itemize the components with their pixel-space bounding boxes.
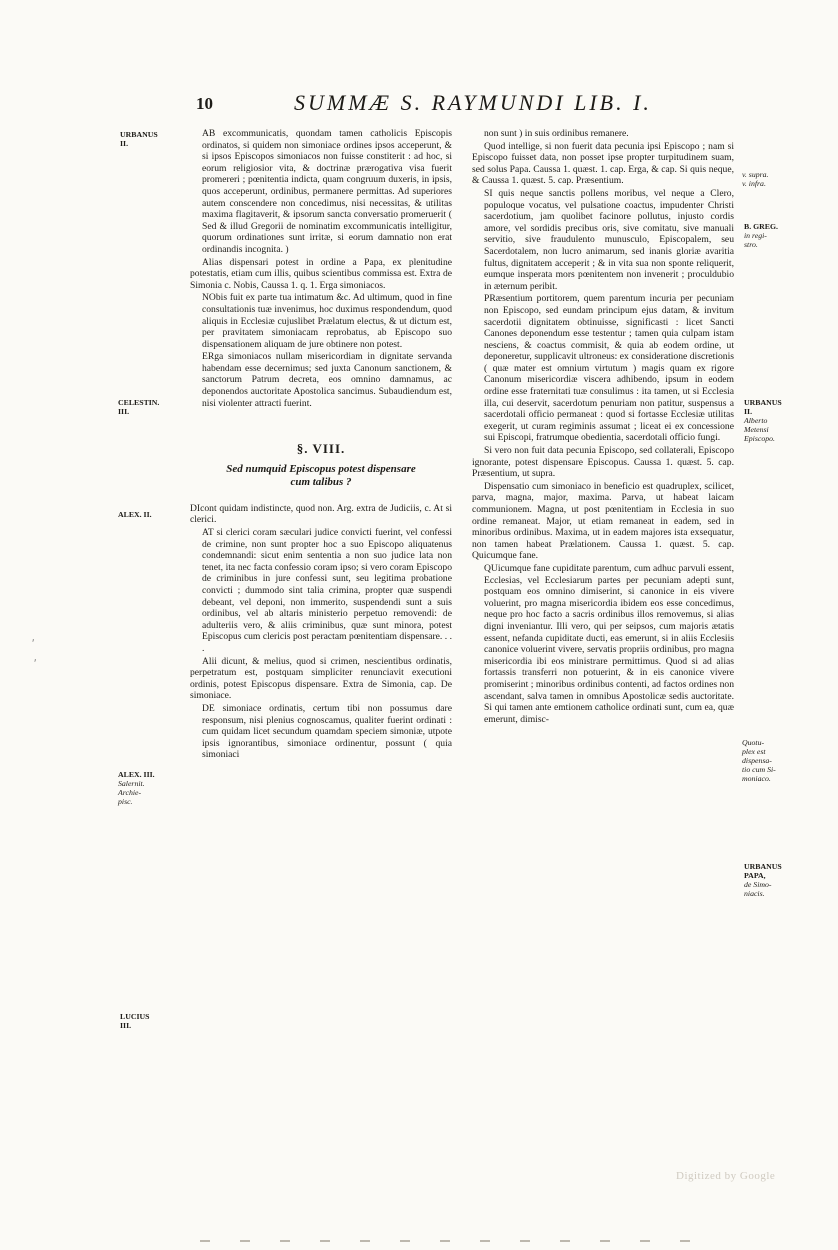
paragraph: AB excommunicatis, quondam tamen catholicis Episcopis ordinatos, si quidem non simoniace ordines ipsos acceperunt, & si ipsos Episcopos simoniacos non fuisse constiterit : ad hoc, si eorum religiosior vita, & doctrinæ prærogativa visa fuerit promereri ; pœnitentia indicta, quam congruum duxeris, in ipsis, quos acceperunt, ordinibus, permanere permittas. Ad superiores autem conscendere non concedimus, nisi necessitas, & utilitas maxima flagitaverit, & ipsorum sancta conversatio promeruerit ( Sed & illud Gregorii de nominatim excommunicatis intelligitur, quorum ordinationes sunt irritæ, si eorum damnatio non erat ordinandis incognita. ) xyxy=(202,128,452,255)
running-title: SUMMÆ S. RAYMUNDI LIB. I. xyxy=(294,90,652,115)
paragraph: ERga simoniacos nullam misericordiam in dignitate servanda habendam esse decernimus; sed juxta Canonum sanctionem, & sanctorum Patrum decreta, eos omnino damnamus, ac deponendos auctoritate Apostolica sancimus. Subaudiendum est, nisi violenter attracti fuerint. xyxy=(202,351,452,409)
margin-note-urbanus-alberto: URBANUS II. Alberto Metensi Episcopo. xyxy=(744,398,782,443)
margin-note-bgreg: B. GREG. in regi- stro. xyxy=(744,222,779,249)
paragraph: DIcont quidam indistincte, quod non. Arg. extra de Judiciis, c. At si clerici. xyxy=(190,502,452,526)
paragraph: non sunt ) in suis ordinibus remanere. xyxy=(484,128,629,139)
section-mark: §. VIII. xyxy=(296,441,346,457)
right-column xyxy=(472,128,734,726)
stray-mark: ʹ xyxy=(34,656,37,670)
paragraph: Si vero non fuit data pecunia Episcopo, sed collaterali, Episcopo ignorante, potest dispensare Episcopus. Caussa 1. quæst. 5. cap. Præsentium, ut supra. xyxy=(472,445,734,480)
section-title: Sed numquid Episcopus potest dispensare cum talibus ? xyxy=(226,462,416,488)
left-column xyxy=(190,128,452,762)
paragraph: AT si clerici coram sæculari judice convicti fuerint, vel confessi de crimine, non sunt propter hoc a suo Episcopo aliquatenus condemnandi: sicut enim sententia a non suo judice lata non tenet, ita nec facta confessio coram ipso; si vero coram Episcopo de criminibus in jure confessi sunt, seu legitima probatione convicti ; dummodo sint talia crimina, propter quæ suspendi debeant, vel deponi, non immerito, suspendendi sunt a suis ordinibus, vel ab altaris ministerio perpetuo removendi: de adulteriis vero, & aliis criminibus, quæ sunt minora, potest Episcopus cum clericis post peractam pœnitentiam dispensare. . . . xyxy=(202,527,452,654)
page-header xyxy=(0,90,838,120)
margin-note-alex-ii: ALEX. II. xyxy=(118,510,152,519)
paragraph: Dispensatio cum simoniaco in beneficio est quadruplex, scilicet, parva, magna, major, maxima. Parva, ut habeat laicam communionem. Magna, ut post pœnitentiam in Ecclesia in suo ordine remaneat. Major, ut etiam remaneat in eadem, sed in minoribus ordinibus. Maxima, ut in eadem majores ista exsequatur, non tamen habeat Prælationem. Caussa 1. quæst. 5. cap. Quicumque fane. xyxy=(472,480,734,562)
paragraph: SI quis neque sanctis pollens moribus, vel neque a Clero, populoque vocatus, vel pulsatione coactus, impudenter Christi sacerdotium, jam quolibet facinore pollutus, injusto cordis amore, vel sordidis precibus oris, sive comitatu, sive manuali servitio, sive fraudulento munusculo, Episcopalem, seu Sacerdotalem, non lucro animarum, sed inanis gloriæ avaritia fultus, dignitatem acceperit ; & in vita sua non sponte reliquerit, eumque insperata mors pœnitentem non invenerit ; proculdubio in æternum peribit. xyxy=(484,187,734,292)
page-number: 10 xyxy=(196,94,213,113)
paragraph: QUicumque fane cupiditate parentum, cum adhuc parvuli essent, Ecclesias, vel Ecclesiarum partes per pecuniam adepti sunt, postquam eos omnino dimiserint, si canonice in eis vivere voluerint, pro magna misericordia ibidem eos esse concedimus, neque pro hoc facto a sacris ordinibus illos removemus, si alias digni inveniantur. Illi vero, qui per seipsos, cum majoris ætatis essent, nefanda cupiditate ducti, eas emerunt, si in aliis Ecclesiis canonice voluerint vivere, servatis propriis ordinibus, pro magna misericordia ibi eos ministrare permittimus. Quod si ad alias fortassis transferri non potuerint, & in eis canonice vivere promiserint ; minoribus ordinibus contenti, ad factos ordines non ascendant, salva tamen in omnibus Apostolicæ sedis auctoritate. Si qui tamen ante emtionem catholice ordinati sunt, cum ea, quæ emerunt, dimisc- xyxy=(484,562,734,725)
margin-note-quotuplex: Quotu- plex est dispensa- tio cum Si- moniaco. xyxy=(742,738,776,783)
paragraph: Alias dispensari potest in ordine a Papa, ex plenitudine potestatis, etiam cum illis, quibus scientibus commissa est. Extra de Simonia c. Nobis, Caussa 1. q. 1. Erga simoniacos. xyxy=(190,256,452,291)
margin-note-alex-iii: ALEX. III. Salernit. Archie- pisc. xyxy=(118,770,155,806)
paragraph: Quod intellige, si non fuerit data pecunia ipsi Episcopo ; nam si Episcopo fuisset data, non posset ipse propter turpitudinem suam, sed solus Papa. Caussa 1. quæst. 1. cap. Erga, & cap. Si quis neque, & Caussa 1. quæst. 5. cap. Præsentium. xyxy=(472,140,734,187)
page-bottom-rule xyxy=(200,1240,720,1242)
stray-mark: ʹ xyxy=(32,636,35,650)
margin-note-celestin: CELESTIN. III. xyxy=(118,398,160,416)
paragraph: DE simoniace ordinatis, certum tibi non possumus dare responsum, nisi plenius cognoscamus, qualiter fuerint ordinati : cum quidam licet secundum quamdam speciem simoniæ, utpote ipsis ignorantibus, simoniace ordinentur, possunt ( quia simoniaci xyxy=(202,702,452,761)
margin-note-lucius: LUCIUS III. xyxy=(120,1012,150,1030)
margin-note-urbanus-papa: URBANUS PAPA, de Simo- niacis. xyxy=(744,862,782,898)
paragraph: Alii dicunt, & melius, quod si crimen, nescientibus ordinatis, perpetratum est, postquam simpliciter renunciavit executioni ordinis, potest Episcopus dispensare. Extra de Simonia, cap. De simoniace. xyxy=(190,655,452,702)
margin-note-urbanus: URBANUS II. xyxy=(120,130,158,148)
watermark: Digitized by Google xyxy=(676,1170,776,1182)
margin-note-supra: v. supra. v. infra. xyxy=(742,170,769,188)
paragraph: PRæsentium portitorem, quem parentum incuria per pecuniam non Episcopo, sed eundam principum ejus datam, & invitum sacerdotii dignitatem obtinuisse, significasti : licet Sancti Canones deponendum esse testentur ; tamen quia culpam istam nesciens, & coactus commisit, & quia ab eodem ordine, ut deponeretur, supplicavit ultroneus: ex consideratione discretionis ( quæ mater est omnium virtutum ) magis quam ex rigore Canonum misericordiæ viscera adhibendo, ipsum in eodem ordine esse fraternitati tuæ consulimus : ita tamen, ut si Ecclesia illa, cui deservit, sacerdotum penuriam non patitur, suspensus a sacerdotali officio permaneat : quod si fortasse Ecclesiæ utilitas exegerit, ut curam regiminis assumat ; liceat ei ex concessione sui Episcopi, fratrumque obedientia, sacerdotali officio fungi. xyxy=(484,293,734,444)
paragraph: NObis fuit ex parte tua intimatum &c. Ad ultimum, quod in fine consultationis tuæ invenimus, hoc duximus respondendum, quod aliquis in Ecclesiæ cujuslibet Prælatum electus, & ut dictum est, per pravitatem simoniacam reprobatus, ab Episcopo suo dispensationem aliquam de jure obtinere non potest. xyxy=(202,292,452,350)
